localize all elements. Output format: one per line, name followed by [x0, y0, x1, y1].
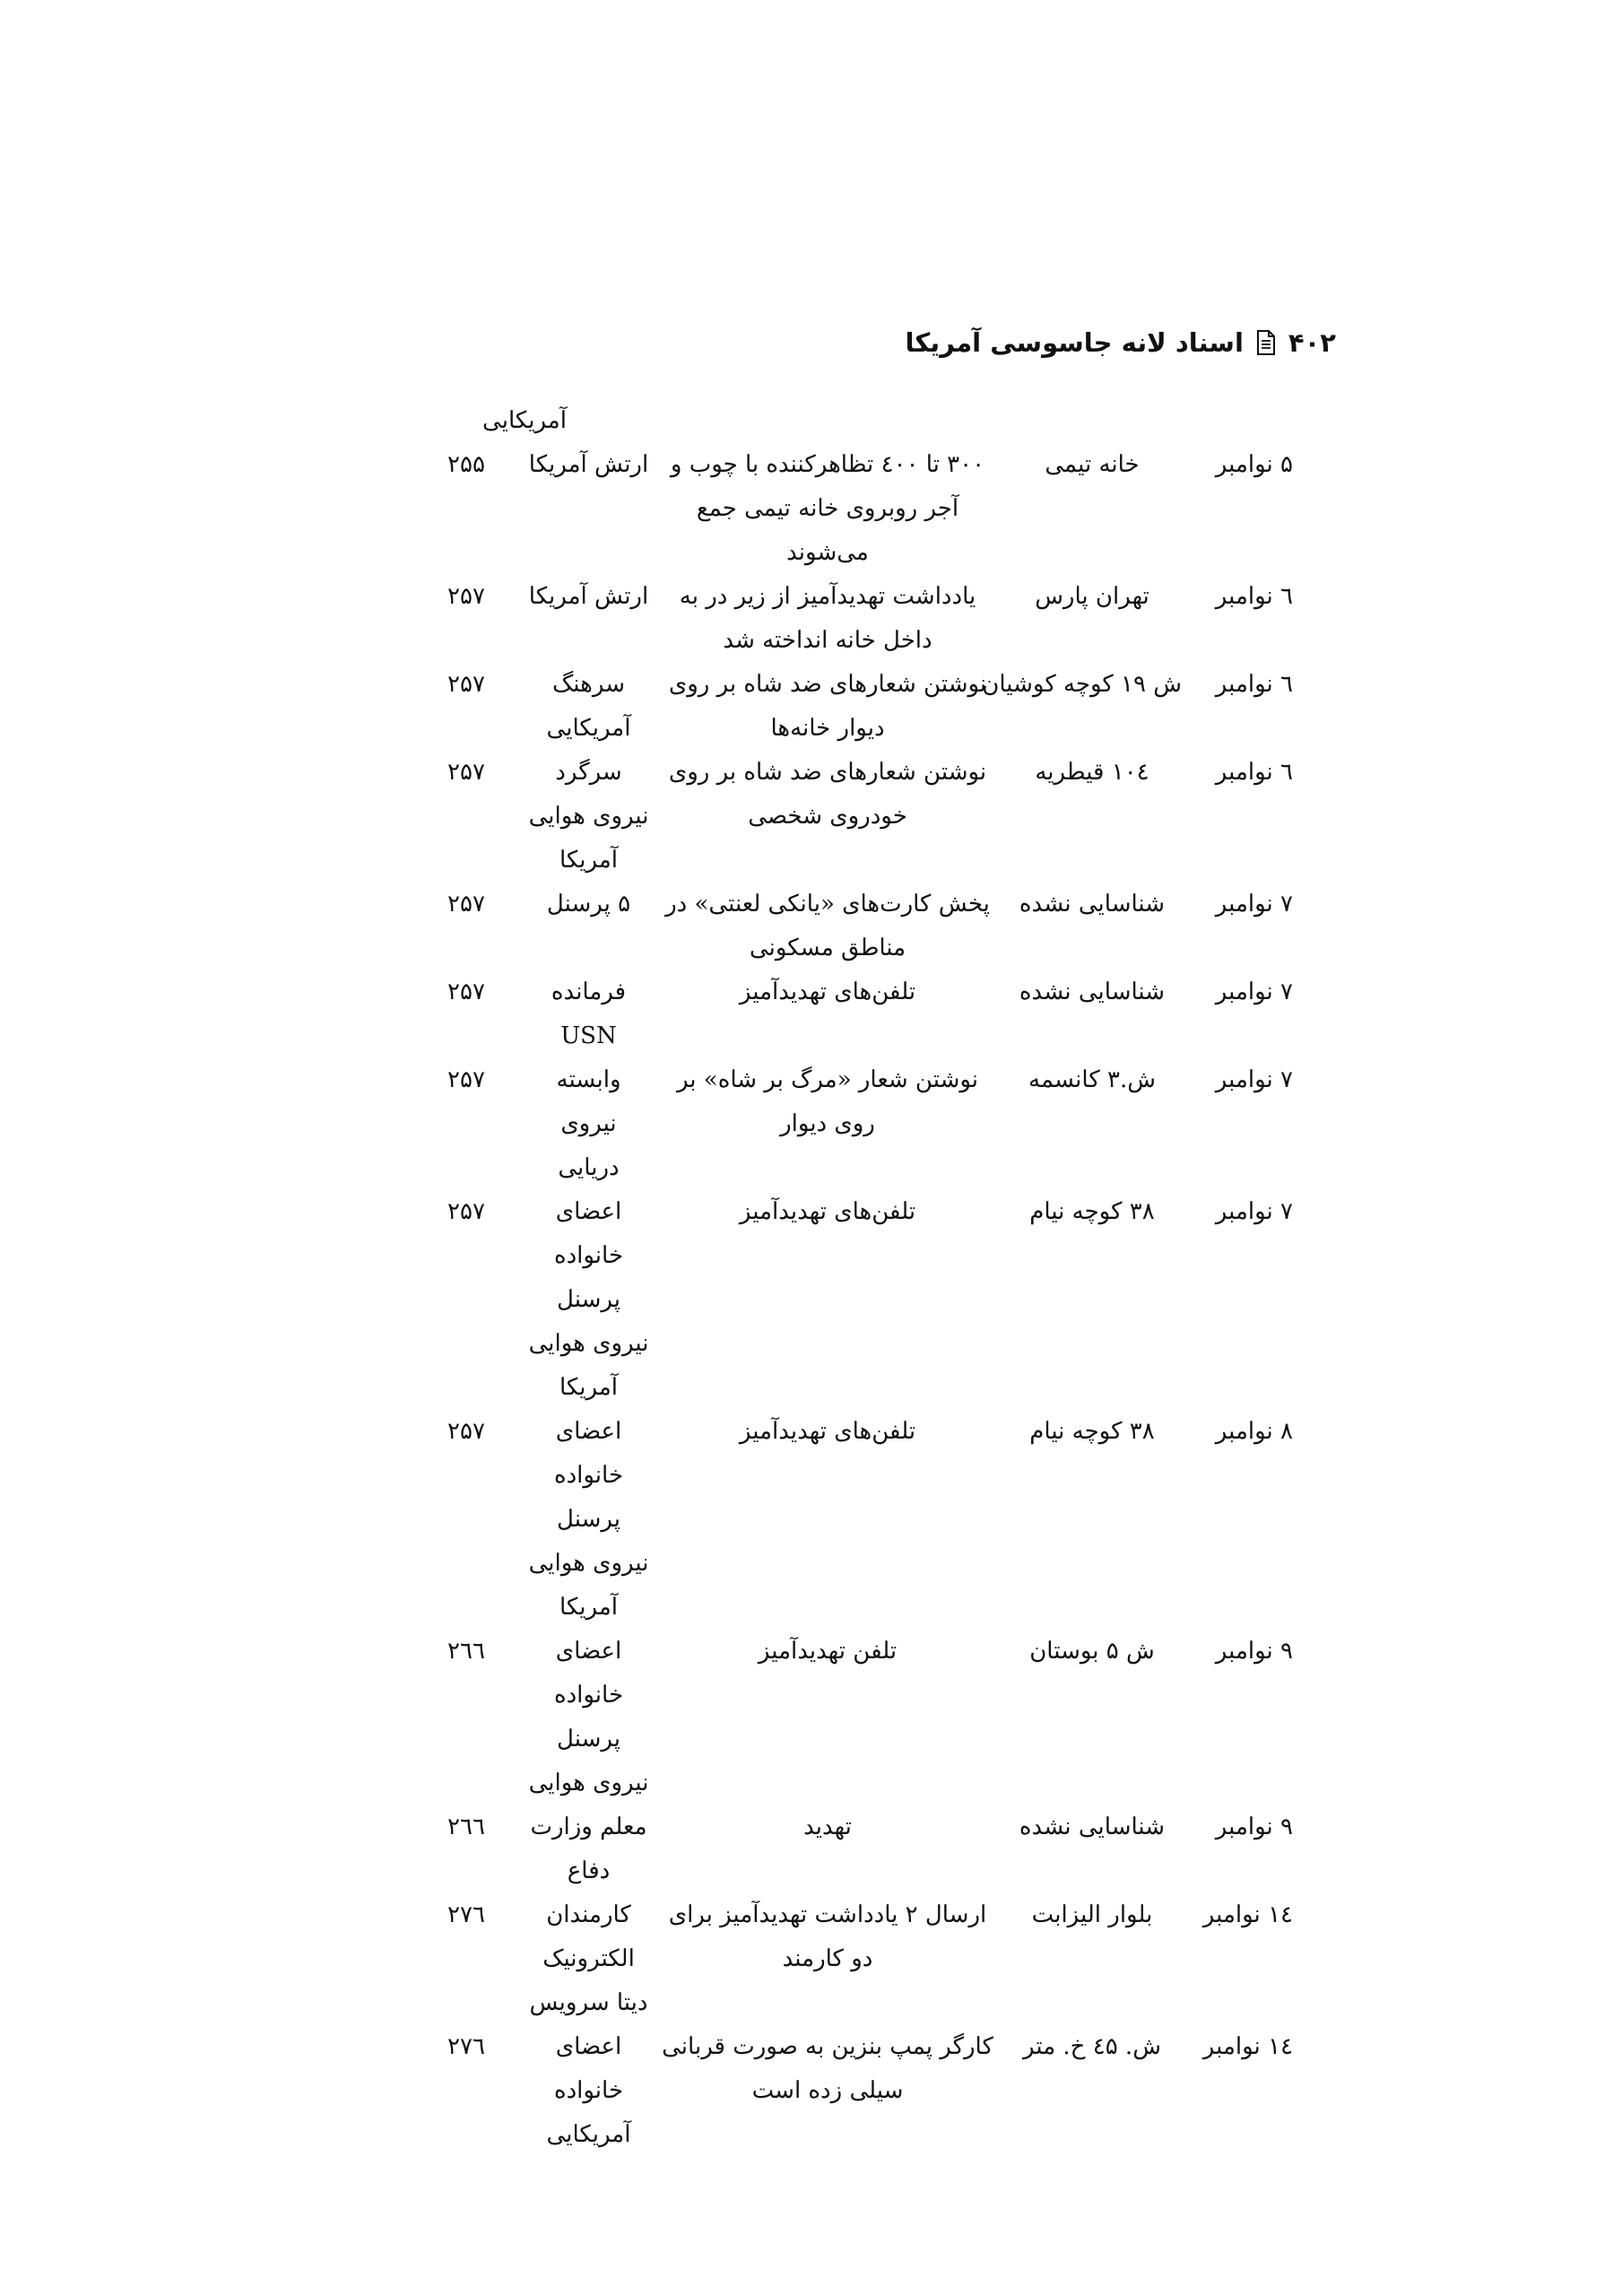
- event-cell: تلفن‌های تهدیدآمیز: [739, 1198, 916, 1225]
- target-cell: فرمانده USN: [551, 978, 627, 1049]
- event-cell: تلفن‌های تهدیدآمیز: [739, 1418, 916, 1445]
- target-cell: ارتش آمریکا: [528, 583, 649, 610]
- target-cell: اعضای خانواده آمریکایی: [546, 2033, 631, 2148]
- table-body: [332, 443, 1300, 2157]
- table-row: [332, 575, 1300, 663]
- place-cell: شناسایی نشده: [1019, 978, 1166, 1005]
- page-ref-cell: ۲۷٦: [447, 2033, 485, 2060]
- place-cell: تهران پارس: [1035, 583, 1149, 610]
- event-cell: کارگر پمپ بنزین به صورت قربانی سیلی زده است: [662, 2033, 993, 2104]
- target-cell: ۵ پرسنل: [546, 891, 631, 918]
- place-cell: ۳۸ کوچه نیام: [1029, 1418, 1155, 1445]
- continued-line: آمریکایی: [482, 407, 567, 434]
- page-number: ۴۰۲: [1288, 327, 1336, 358]
- date-cell: ۵ نوامبر: [1215, 451, 1293, 478]
- date-cell: ۷ نوامبر: [1215, 1066, 1293, 1093]
- page-ref-cell: ۲۵۵: [447, 451, 485, 478]
- place-cell: شناسایی نشده: [1019, 891, 1166, 918]
- date-cell: ٦ نوامبر: [1215, 671, 1293, 698]
- place-cell: شناسایی نشده: [1019, 1813, 1166, 1840]
- event-cell: ارسال ۲ یادداشت تهدیدآمیز برای دو کارمند: [668, 1901, 987, 1972]
- page-ref-cell: ۲۵۷: [447, 891, 485, 918]
- target-cell: اعضای خانواده پرسنل نیروی هوایی: [528, 1638, 649, 1796]
- event-cell: ۳۰۰ تا ٤۰۰ تظاهرکننده با چوب و آجر روبروی خانه تیمی جمع می‌شوند: [670, 451, 985, 566]
- table-row: [332, 663, 1300, 751]
- event-cell: یادداشت تهدیدآمیز از زیر در به داخل خانه انداخته شد: [679, 583, 976, 654]
- target-cell: کارمندان الکترونیک دیتا سرویس: [529, 1901, 648, 2016]
- date-cell: ۹ نوامبر: [1215, 1638, 1293, 1665]
- table-row: [332, 751, 1300, 883]
- page-ref-cell: ۲۵۷: [447, 1198, 485, 1225]
- place-cell: ۳۸ کوچه نیام: [1029, 1198, 1155, 1225]
- date-cell: ۹ نوامبر: [1215, 1813, 1293, 1840]
- event-cell: تهدید: [803, 1813, 852, 1840]
- target-cell: وابسته نیروی دریایی: [556, 1066, 621, 1181]
- event-cell: تلفن تهدیدآمیز: [758, 1638, 898, 1665]
- page-ref-cell: ۲۵۷: [447, 1418, 485, 1445]
- event-cell: نوشتن شعارهای ضد شاه بر روی خودروی شخصی: [668, 759, 987, 830]
- date-cell: ۷ نوامبر: [1215, 1198, 1293, 1225]
- event-cell: نوشتن شعارهای ضد شاه بر روی دیوار خانه‌ها: [668, 671, 987, 742]
- table-row: [332, 883, 1300, 970]
- page-ref-cell: ۲٦٦: [447, 1638, 485, 1665]
- table-row: [332, 1630, 1300, 1805]
- place-cell: خانه تیمی: [1045, 451, 1140, 478]
- target-cell: ارتش آمریکا: [528, 451, 649, 478]
- table-row: [332, 1190, 1300, 1410]
- page-ref-cell: ۲٦٦: [447, 1813, 485, 1840]
- date-cell: ۷ نوامبر: [1215, 978, 1293, 1005]
- table-row: [332, 1058, 1300, 1190]
- target-cell: سرگرد نیروی هوایی آمریکا: [528, 759, 649, 874]
- page-ref-cell: ۲۵۷: [447, 1066, 485, 1093]
- date-cell: ۱٤ نوامبر: [1202, 1901, 1293, 1928]
- table-row: [332, 1893, 1300, 2025]
- place-cell: ش ۵ بوستان: [1029, 1638, 1155, 1665]
- page-ref-cell: ۲۵۷: [447, 759, 485, 786]
- date-cell: ۷ نوامبر: [1215, 891, 1293, 918]
- place-cell: بلوار الیزابت: [1031, 1901, 1153, 1928]
- page-ref-cell: ۲۷٦: [447, 1901, 485, 1928]
- event-cell: نوشتن شعار «مرگ بر شاه» بر روی دیوار: [676, 1066, 979, 1137]
- table-row: [332, 2025, 1300, 2157]
- event-cell: تلفن‌های تهدیدآمیز: [739, 978, 916, 1005]
- place-cell: ش ۱۹ کوچه کوشیان: [982, 671, 1182, 698]
- date-cell: ۸ نوامبر: [1215, 1418, 1293, 1445]
- page-ref-cell: ۲۵۷: [447, 671, 485, 698]
- target-cell: سرهنگ آمریکایی: [546, 671, 631, 742]
- event-cell: پخش کارت‌های «یانکی لعنتی» در مناطق مسکونی: [665, 891, 990, 961]
- page-header: [905, 323, 1336, 362]
- page-ref-cell: ۲۵۷: [447, 978, 485, 1005]
- place-cell: ش. ٤۵ خ. متر: [1023, 2033, 1161, 2060]
- date-cell: ٦ نوامبر: [1215, 759, 1293, 786]
- book-title: اسناد لانه جاسوسی آمریکا: [905, 327, 1244, 358]
- target-cell: معلم وزارت دفاع: [530, 1813, 647, 1884]
- table-row: [332, 970, 1300, 1058]
- page-ref-cell: ۲۵۷: [447, 583, 485, 610]
- place-cell: ۱۰٤ قیطریه: [1035, 759, 1149, 786]
- table-row: [332, 1410, 1300, 1630]
- table-row: [332, 1805, 1300, 1893]
- date-cell: ٦ نوامبر: [1215, 583, 1293, 610]
- table-row: [332, 443, 1300, 575]
- date-cell: ۱٤ نوامبر: [1202, 2033, 1293, 2060]
- target-cell: اعضای خانواده پرسنل نیروی هوایی آمریکا: [528, 1418, 649, 1621]
- target-cell: اعضای خانواده پرسنل نیروی هوایی آمریکا: [528, 1198, 649, 1401]
- document-icon: [1256, 330, 1276, 355]
- place-cell: ش.۳ کانسمه: [1028, 1066, 1156, 1093]
